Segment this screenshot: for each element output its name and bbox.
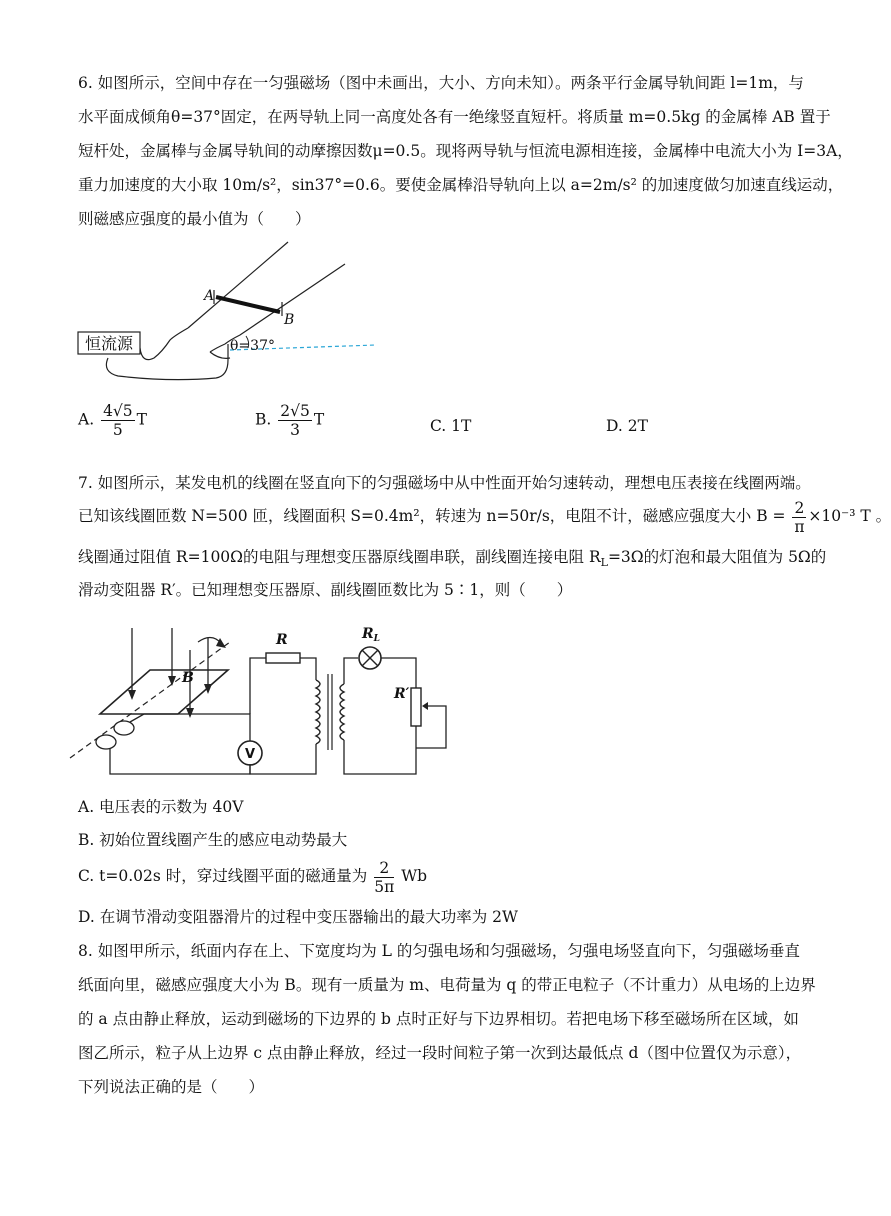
q7-line-2 <box>78 496 891 536</box>
q6-line-4: 重力加速度的大小取 10m/s²，sin37°=0.6。要使金属棒沿导轨向上以 a=2m/s² 的加速度做匀加速直线运动， <box>78 176 844 194</box>
q6-option-a-unit: T <box>136 410 148 429</box>
q7-option-d: D. 在调节滑动变阻器滑片的过程中变压器输出的最大功率为 2W <box>78 908 518 926</box>
q7-option-c <box>78 856 427 896</box>
q6-option-b-unit: T <box>313 410 325 429</box>
q6-source-label: 恒流源 <box>84 334 134 353</box>
q6-angle-label: θ=37° <box>230 338 275 354</box>
q7-label-rl <box>361 626 380 644</box>
q7-figure <box>70 618 470 783</box>
q7-line-1: 7. 如图所示，某发电机的线圈在竖直向下的匀强磁场中从中性面开始匀速转动，理想电压表接在线圈两端。 <box>78 474 811 492</box>
q8-line-5: 下列说法正确的是（ ） <box>78 1078 265 1096</box>
q6-line-5: 则磁感应强度的最小值为（ ） <box>78 210 311 228</box>
q7-option-c-fraction <box>374 859 394 896</box>
q7-line-3 <box>78 546 826 574</box>
q7-line-3-text: 线圈通过阻值 R=100Ω的电阻与理想变压器原线圈串联，副线圈连接电阻 R <box>78 548 601 566</box>
q6-option-a-letter: A. <box>78 410 95 429</box>
q6-label-b: B <box>284 312 295 328</box>
q6-option-a-fraction <box>101 402 135 439</box>
q8-line-4: 图乙所示，粒子从上边界 c 点由静止释放，经过一段时间粒子第一次到达最低点 d（图中位置仅为示意）， <box>78 1044 802 1062</box>
q6-figure <box>70 240 390 390</box>
q6-option-b-den: 3 <box>290 421 300 439</box>
q7-label-rl-main: R <box>362 626 374 642</box>
q6-option-c: C. 1T <box>430 417 472 435</box>
q6-option-b-fraction <box>278 402 312 439</box>
q8-line-1: 8. 如图甲所示，纸面内存在上、下宽度均为 L 的匀强电场和匀强磁场，匀强电场竖直向下，匀强磁场垂直 <box>78 942 800 960</box>
q6-line-3: 短杆处，金属棒与金属导轨间的动摩擦因数μ=0.5。现将两导轨与恒流电源相连接，金属棒中电流大小为 I=3A， <box>78 142 853 160</box>
q6-option-d: D. 2T <box>606 417 648 435</box>
q6-label-a: A <box>204 288 215 304</box>
q7-b-fraction <box>792 499 806 536</box>
q6-option-b-letter: B. <box>255 410 272 429</box>
q7-option-c-num: 2 <box>374 859 394 878</box>
q7-label-rprime: R′ <box>394 686 410 702</box>
q7-b-frac-den: π <box>794 517 805 536</box>
q6-option-b <box>255 402 324 439</box>
q7-line-3-post: =3Ω的灯泡和最大阻值为 5Ω的 <box>607 548 827 566</box>
q6-line-1: 6. 如图所示，空间中存在一匀强磁场（图中未画出，大小、方向未知）。两条平行金属导轨间距 l=1m，与 <box>78 74 804 92</box>
q7-label-r: R <box>276 632 288 648</box>
q7-option-a: A. 电压表的示数为 40V <box>78 798 244 816</box>
q7-option-b: B. 初始位置线圈产生的感应电动势最大 <box>78 831 348 849</box>
q6-option-b-num: 2√5 <box>280 402 310 420</box>
q6-option-a-den: 5 <box>112 421 123 439</box>
q7-label-b: B <box>182 670 194 686</box>
q7-option-c-den: 5π <box>374 877 395 896</box>
q8-line-2: 纸面向里，磁感应强度大小为 B。现有一质量为 m、电荷量为 q 的带正电粒子（不计重力）从电场的上边界 <box>78 976 816 994</box>
q6-option-a <box>78 402 147 439</box>
q6-option-a-num: 4√5 <box>103 402 133 420</box>
q7-option-c-unit: Wb <box>401 867 428 885</box>
q7-line-3-sub: L <box>600 556 608 570</box>
q7-option-c-text: C. t=0.02s 时，穿过线圈平面的磁通量为 <box>78 867 368 885</box>
q6-line-2: 水平面成倾角θ=37°固定，在两导轨上同一高度处各有一绝缘竖直短杆。将质量 m=0.5kg 的金属棒 AB 置于 <box>78 108 831 126</box>
q7-voltmeter-label: V <box>244 747 256 762</box>
q7-line-2-pre: 已知该线圈匝数 N=500 匝，线圈面积 S=0.4m²，转速为 n=50r/s，电阻不计，磁感应强度大小 B = <box>78 507 786 525</box>
q7-label-rl-sub: L <box>373 634 380 644</box>
q8-line-3: 的 a 点由静止释放，运动到磁场的下边界的 b 点时正好与下边界相切。若把电场下移至磁场所在区域，如 <box>78 1010 799 1028</box>
q7-line-2-post: ×10⁻³ T 。 <box>808 507 891 525</box>
q7-b-frac-num: 2 <box>794 498 805 517</box>
q7-line-4: 滑动变阻器 R′。已知理想变压器原、副线圈匝数比为 5∶1，则（ ） <box>78 581 573 599</box>
